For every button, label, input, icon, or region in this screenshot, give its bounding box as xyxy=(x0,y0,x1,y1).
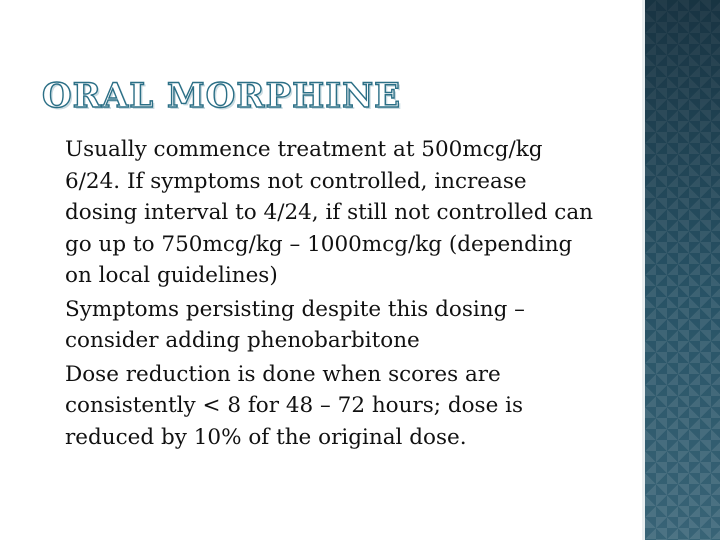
bullet-item-phenobarbitone xyxy=(42,294,602,357)
bullet-item-dose-reduction xyxy=(42,359,602,454)
bullet-item-dosing xyxy=(42,134,602,292)
bullet-text: Dose reduction is done when scores are consistently < 8 for 48 – 72 hours; dose is reduced by 10% of the original dose. xyxy=(65,361,524,450)
bullet-text: Symptoms persisting despite this dosing – consider adding phenobarbitone xyxy=(65,296,525,353)
slide-title: ORAL MORPHINE xyxy=(42,76,402,116)
decorative-side-panel xyxy=(642,0,720,540)
bullet-text: Usually commence treatment at 500mcg/kg 6/24. If symptoms not controlled, increase dosing interval to 4/24, if still not controlled can go up to 750mcg/kg – 1000mcg/kg (depending on local guidelines) xyxy=(65,137,594,288)
bullet-list xyxy=(42,134,602,455)
